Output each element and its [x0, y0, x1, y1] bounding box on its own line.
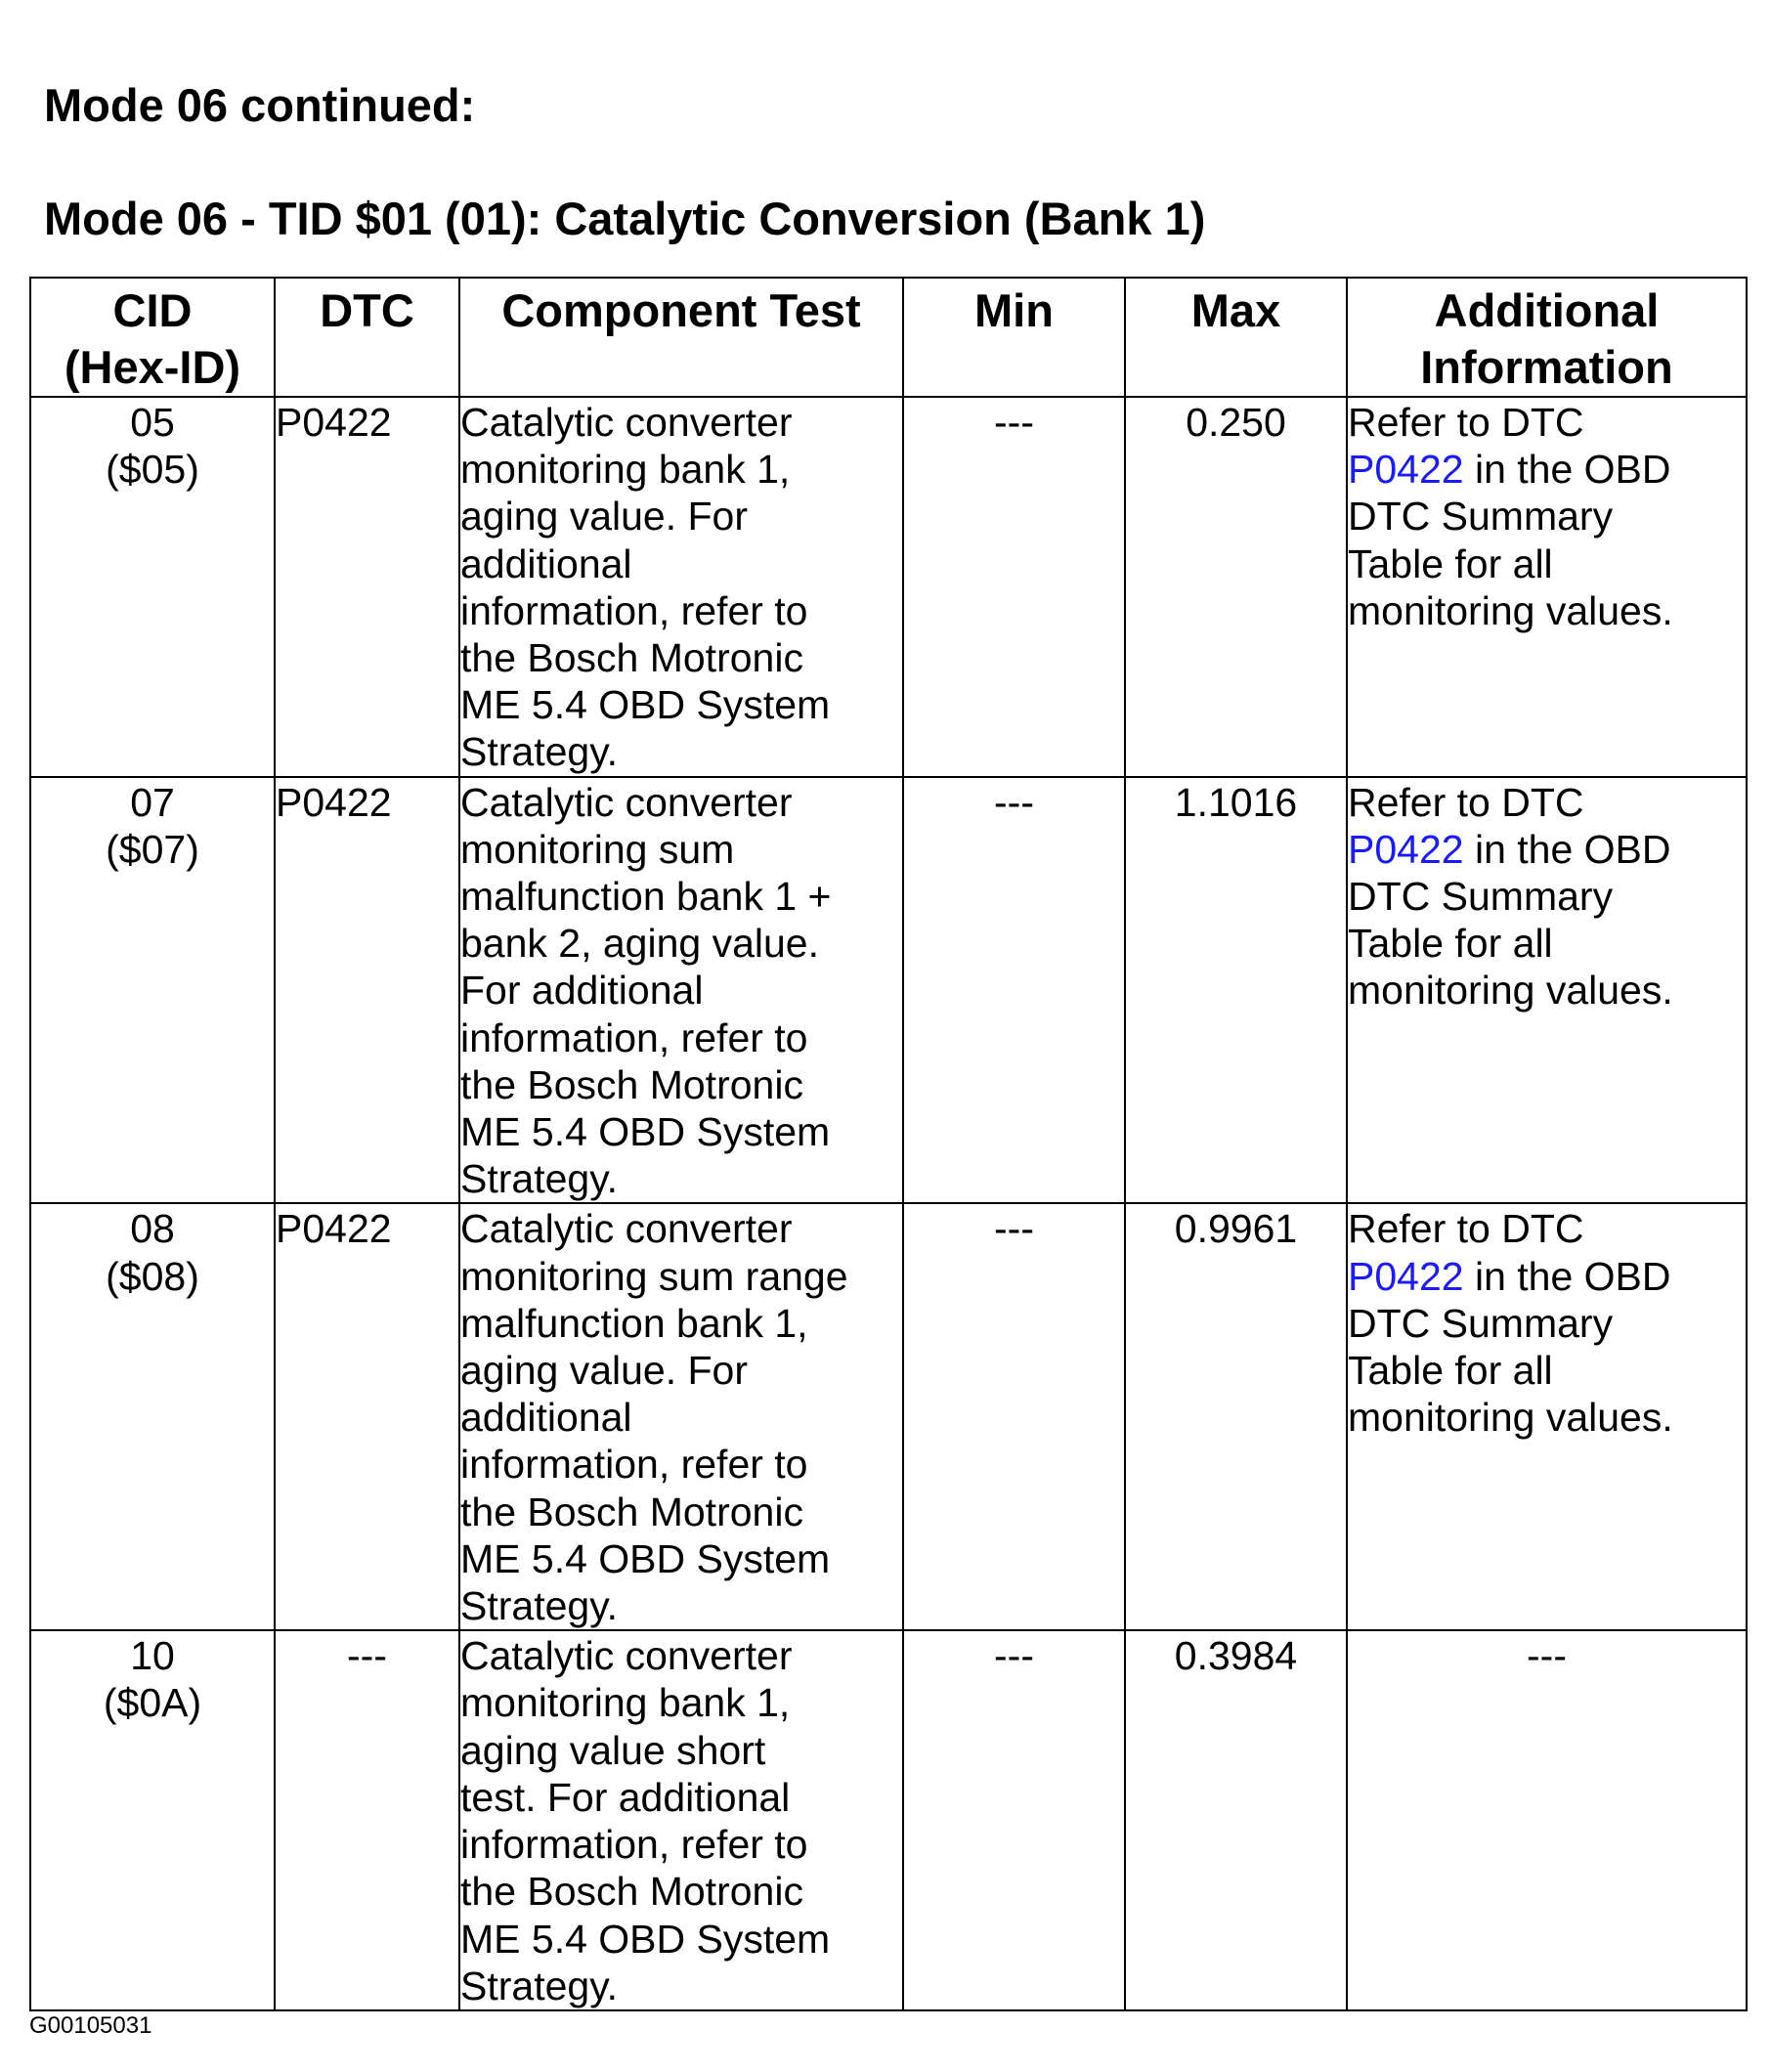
- page-heading-continued: Mode 06 continued:: [44, 79, 476, 131]
- table-row: [30, 777, 1747, 1204]
- component-test-line: ME 5.4 OBD System: [460, 1916, 831, 1962]
- info-line: DTC Summary: [1348, 1300, 1614, 1346]
- cell-component-test: [459, 777, 903, 1204]
- cid-hex: ($05): [106, 447, 199, 493]
- info-line: Table for all: [1348, 1348, 1553, 1394]
- component-test-line: the Bosch Motronic: [460, 1489, 803, 1534]
- component-test-line: Strategy.: [460, 1963, 619, 2008]
- cid-value: 10: [130, 1633, 175, 1679]
- dtc-link-p0422[interactable]: P0422: [1348, 447, 1464, 493]
- component-test-line: Catalytic converter: [460, 1633, 793, 1679]
- info-line: Refer to DTC: [1348, 1206, 1584, 1252]
- component-test-line: For additional: [460, 968, 704, 1014]
- component-test-line: information, refer to: [460, 587, 808, 633]
- info-line: Table for all: [1348, 921, 1553, 967]
- header-dtc: DTC: [275, 278, 459, 397]
- header-info-line1: Additional: [1434, 284, 1660, 336]
- component-test-line: monitoring bank 1,: [460, 447, 791, 493]
- cid-hex: ($0A): [103, 1680, 202, 1726]
- dtc-link-p0422[interactable]: P0422: [1348, 826, 1464, 872]
- cell-additional-information: [1347, 1203, 1747, 1630]
- component-test-line: Catalytic converter: [460, 1206, 793, 1252]
- cell-additional-information: [1347, 397, 1747, 777]
- info-line: Table for all: [1348, 540, 1553, 586]
- cell-dtc: ---: [275, 1630, 459, 2010]
- component-test-line: information, refer to: [460, 1822, 808, 1868]
- component-test-line: bank 2, aging value.: [460, 921, 819, 967]
- component-test-line: Strategy.: [460, 729, 619, 775]
- cell-max: 1.1016: [1125, 777, 1347, 1204]
- cell-cid: [30, 397, 275, 777]
- component-test-line: information, refer to: [460, 1014, 808, 1060]
- info-line: monitoring values.: [1348, 1395, 1673, 1441]
- header-min: Min: [903, 278, 1125, 397]
- mode06-table: [29, 277, 1748, 2011]
- cid-hex: ($08): [106, 1253, 199, 1299]
- component-test-line: the Bosch Motronic: [460, 1061, 803, 1107]
- cell-component-test: [459, 397, 903, 777]
- cell-dtc: P0422: [275, 1203, 459, 1630]
- cid-value: 08: [130, 1206, 175, 1252]
- cell-cid: [30, 777, 275, 1204]
- info-line: Refer to DTC: [1348, 400, 1584, 445]
- cell-dtc: P0422: [275, 777, 459, 1204]
- info-line: monitoring values.: [1348, 968, 1673, 1014]
- component-test-line: ME 5.4 OBD System: [460, 1535, 831, 1581]
- table-title: Mode 06 - TID $01 (01): Catalytic Conversion (Bank 1): [44, 193, 1206, 244]
- component-test-line: ME 5.4 OBD System: [460, 682, 831, 728]
- component-test-line: monitoring bank 1,: [460, 1680, 791, 1726]
- component-test-line: aging value. For: [460, 494, 749, 540]
- component-test-line: monitoring sum: [460, 826, 735, 872]
- figure-id: G00105031: [29, 2012, 152, 2039]
- cell-additional-information: [1347, 777, 1747, 1204]
- info-line-rest: in the OBD: [1463, 1253, 1671, 1299]
- component-test-line: aging value. For: [460, 1348, 749, 1394]
- component-test-line: monitoring sum range: [460, 1253, 848, 1299]
- info-line: DTC Summary: [1348, 494, 1614, 540]
- header-cid: [30, 278, 275, 397]
- cell-min: ---: [903, 777, 1125, 1204]
- info-line: DTC Summary: [1348, 874, 1614, 920]
- component-test-line: malfunction bank 1 +: [460, 874, 832, 920]
- table-row: [30, 1630, 1747, 2010]
- component-test-line: Catalytic converter: [460, 779, 793, 825]
- header-info-line2: Information: [1420, 341, 1673, 393]
- info-line: Refer to DTC: [1348, 779, 1584, 825]
- info-line: monitoring values.: [1348, 587, 1673, 633]
- component-test-line: Strategy.: [460, 1156, 619, 1202]
- component-test-line: the Bosch Motronic: [460, 1869, 803, 1915]
- cell-min: ---: [903, 1203, 1125, 1630]
- component-test-line: Catalytic converter: [460, 400, 793, 445]
- component-test-line: the Bosch Motronic: [460, 635, 803, 681]
- dtc-link-p0422[interactable]: P0422: [1348, 1253, 1464, 1299]
- component-test-line: Strategy.: [460, 1583, 619, 1629]
- component-test-line: information, refer to: [460, 1442, 808, 1488]
- component-test-line: test. For additional: [460, 1774, 791, 1820]
- cell-min: ---: [903, 397, 1125, 777]
- cid-hex: ($07): [106, 826, 199, 872]
- cell-component-test: [459, 1203, 903, 1630]
- info-line: [1348, 1253, 1746, 1300]
- cell-max: 0.9961: [1125, 1203, 1347, 1630]
- cell-max: 0.250: [1125, 397, 1347, 777]
- component-test-line: additional: [460, 1395, 632, 1441]
- cid-value: 05: [130, 400, 175, 445]
- cid-value: 07: [130, 779, 175, 825]
- header-cid-line1: CID: [112, 284, 193, 336]
- component-test-line: malfunction bank 1,: [460, 1300, 808, 1346]
- table-row: [30, 1203, 1747, 1630]
- component-test-line: aging value short: [460, 1727, 766, 1773]
- cell-cid: [30, 1630, 275, 2010]
- table-row: [30, 397, 1747, 777]
- cell-dtc: P0422: [275, 397, 459, 777]
- header-max: Max: [1125, 278, 1347, 397]
- cell-component-test: [459, 1630, 903, 2010]
- info-line-rest: in the OBD: [1463, 826, 1671, 872]
- info-line-rest: in the OBD: [1463, 447, 1671, 493]
- cell-min: ---: [903, 1630, 1125, 2010]
- cell-max: 0.3984: [1125, 1630, 1347, 2010]
- cell-cid: [30, 1203, 275, 1630]
- info-line: [1348, 446, 1746, 493]
- info-line: [1348, 826, 1746, 873]
- header-component-test: Component Test: [459, 278, 903, 397]
- cell-additional-information: ---: [1347, 1630, 1747, 2010]
- component-test-line: additional: [460, 540, 632, 586]
- header-additional-information: [1347, 278, 1747, 397]
- table-header-row: [30, 278, 1747, 397]
- component-test-line: ME 5.4 OBD System: [460, 1109, 831, 1155]
- header-cid-line2: (Hex-ID): [64, 341, 241, 393]
